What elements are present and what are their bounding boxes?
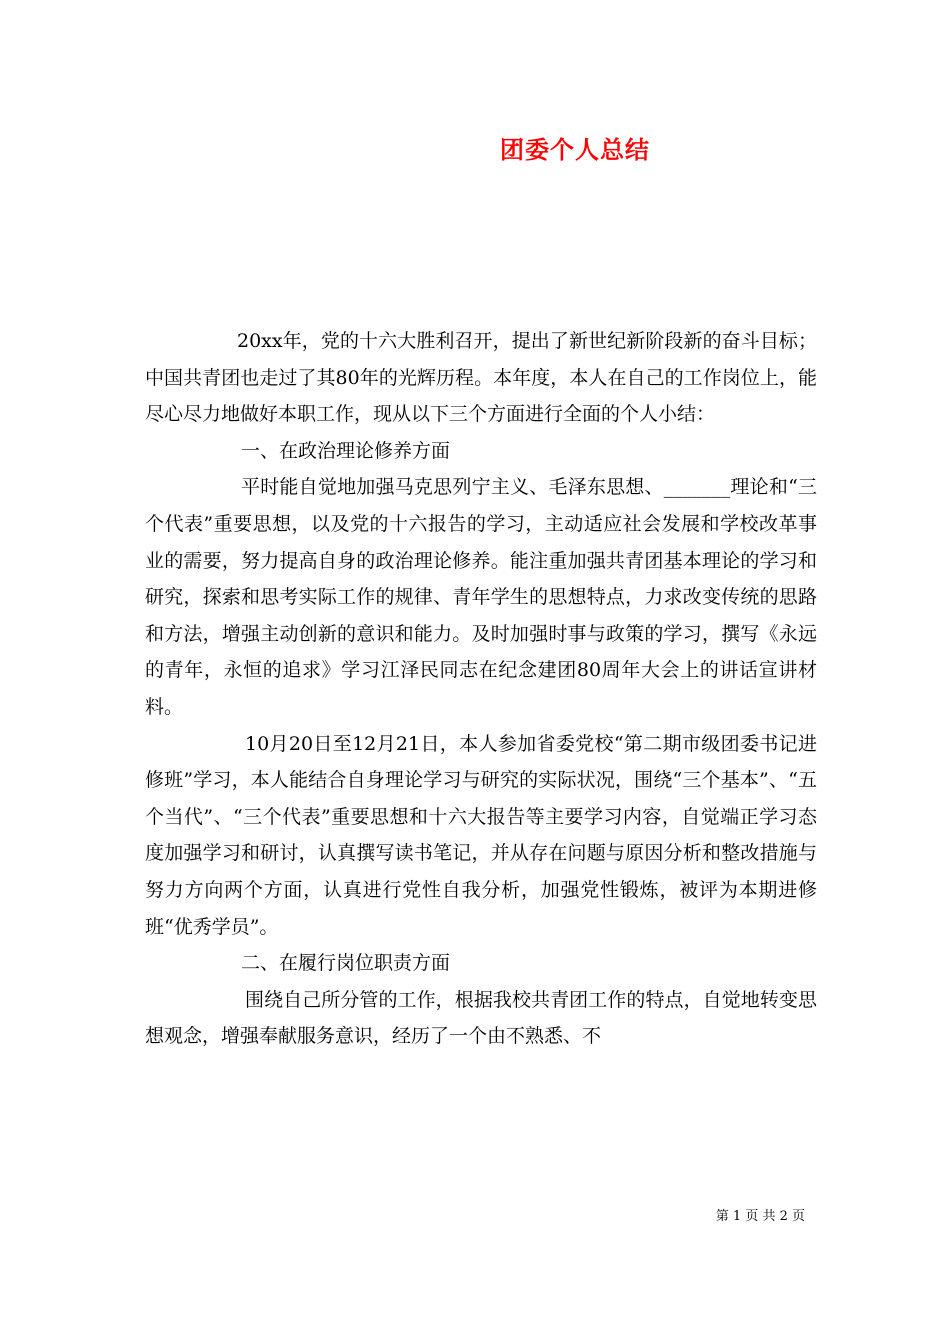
paragraph-intro: 20xx年，党的十六大胜利召开，提出了新世纪新阶段新的奋斗目标；中国共青团也走过了其80年的光辉历程。本年度，本人在自己的工作岗位上，能尽心尽力地做好本职工作，现从以下三个方面进行全面的个人小结： [145, 330, 817, 426]
page-number-footer: 第 1 页 共 2 页 [715, 1209, 805, 1224]
section-heading-job-duties: 二、在履行岗位职责方面 [241, 952, 451, 975]
paragraph-political-theory: 平时能自觉地加强马克思列宁主义、毛泽东思想、_______理论和“三个代表”重要思想，以及党的十六报告的学习，主动适应社会发展和学校改革事业的需要，努力提高自身的政治理论修养。能注重加强共青团基本理论的学习和研究，探索和思考实际工作的规律、青年学生的思想特点，力求改变传统的思路和方法，增强主动创新的意识和能力。及时加强时事与政策的学习，撰写《永远的青年，永恒的追求》学习江泽民同志在纪念建团80周年大会上的讲话宣讲材料。 [145, 476, 817, 718]
paragraph-party-school: 10月20日至12月21日，本人参加省委党校“第二期市级团委书记进修班”学习，本人能结合自身理论学习与研究的实际状况，围绕“三个基本”、“五个当代”、“三个代表”重要思想和十六大报告等主要学习内容，自觉端正学习态度加强学习和研讨，认真撰写读书笔记，并从存在问题与原因分析和整改措施与努力方向两个方面，认真进行党性自我分析，加强党性锻炼，被评为本期进修班“优秀学员”。 [145, 732, 817, 938]
paragraph-job-duties: 围绕自己所分管的工作，根据我校共青团工作的特点，自觉地转变思想观念，增强奉献服务意识，经历了一个由不熟悉、不 [145, 988, 817, 1048]
section-heading-political-theory: 一、在政治理论修养方面 [241, 439, 451, 462]
document-body [145, 323, 817, 1055]
document-title: 团委个人总结 [500, 135, 650, 164]
